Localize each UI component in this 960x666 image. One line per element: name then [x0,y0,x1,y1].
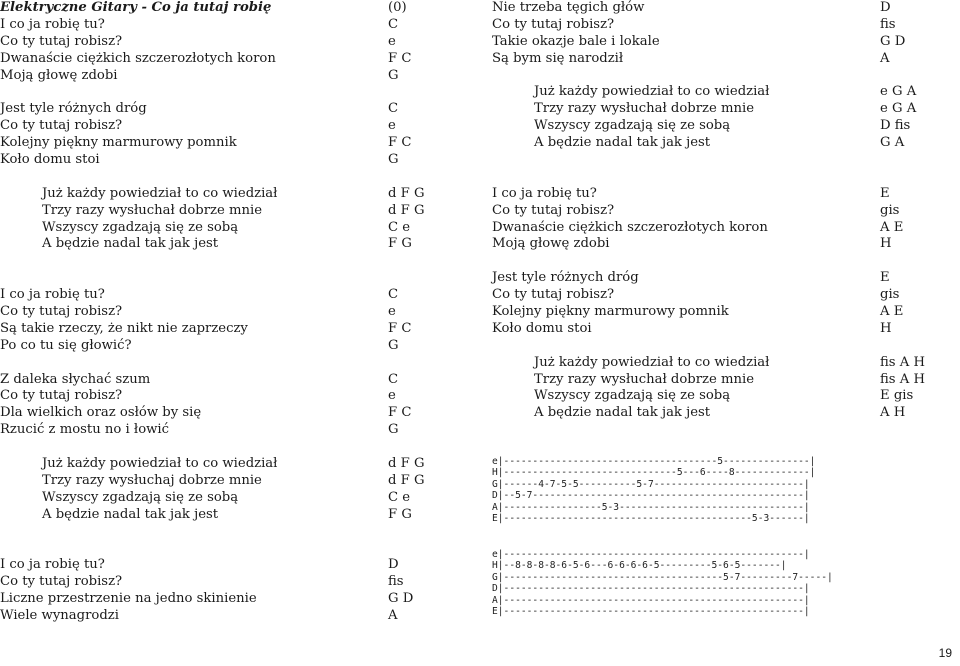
lyric-text: Elektryczne Gitary - Co ja tutaj robię [0,0,272,15]
page-number: 19 [938,646,952,660]
chord-text: e G A [880,84,917,100]
song-line [492,338,960,355]
chord-text: e [388,388,396,404]
lyric-text: I co ja robię tu? [0,557,105,573]
song-line [492,253,960,270]
chord-text: E gis [880,388,914,404]
lyric-text: Już każdy powiedział to co wiedział [534,84,770,100]
song-line [492,17,960,34]
chord-text: G [388,422,399,438]
chord-text: gis [880,202,900,218]
lyric-text: Wszyscy zgadzają się ze sobą [42,489,239,505]
chord-text: fis A H [880,354,925,370]
chord-text: fis [388,574,404,590]
chord-text: G [388,337,399,353]
chord-text: d F G [388,472,425,488]
lyric-text: Trzy razy wysłuchał dobrze mnie [534,101,755,117]
chord-text: C [388,16,399,32]
chord-text: G A [880,135,905,151]
chord-text: (0) [388,0,407,15]
tab-line: G|--------------------------------------5-7---------7-----| [492,571,833,583]
chord-text: e G A [880,101,917,117]
song-line [0,118,470,135]
chord-text: A E [880,304,904,320]
chord-text: C [388,101,399,117]
song-line [0,388,470,405]
lyric-text: Co ty tutaj robisz? [0,33,123,49]
song-line [0,355,470,372]
lyric-text: I co ja robię tu? [0,287,105,303]
song-line [0,591,470,608]
chord-text: fis [880,16,896,32]
song-line [0,557,470,574]
song-line [0,473,470,490]
chord-text: C e [388,489,411,505]
chord-text: G D [880,33,906,49]
chord-text: e [388,118,396,134]
song-line [0,186,470,203]
song-line [492,68,960,85]
song-line [0,524,470,541]
lyric-text: Jest tyle różnych dróg [0,101,147,117]
lyric-text: Dla wielkich oraz osłów by się [0,405,202,421]
song-line [492,0,960,17]
tab-line: H|------------------------------5---6----8-------------| [492,467,816,479]
song-line [492,84,960,101]
song-line [0,152,470,169]
lyric-text: Już każdy powiedział to co wiedział [42,185,278,201]
song-line [492,270,960,287]
song-line [0,203,470,220]
song-line [492,287,960,304]
lyric-text: A będzie nadal tak jak jest [42,506,219,522]
lyric-text: Wszyscy zgadzają się ze sobą [534,388,731,404]
song-line [492,236,960,253]
lyric-text: A będzie nadal tak jak jest [534,135,711,151]
chord-text: d F G [388,202,425,218]
lyric-text: Wiele wynagrodzi [0,608,119,624]
lyric-text: Co ty tutaj robisz? [492,16,615,32]
song-line [492,388,960,405]
chord-text: G D [388,591,414,607]
song-line [0,17,470,34]
left-column [0,0,470,625]
song-line [0,304,470,321]
chord-text: F C [388,50,412,66]
chord-text: F C [388,320,412,336]
lyric-text: Takie okazje bale i lokale [492,33,660,49]
song-line [492,355,960,372]
song-line [492,372,960,389]
lyric-text: Trzy razy wysłuchał dobrze mnie [534,371,755,387]
lyric-text: Co ty tutaj robisz? [0,118,123,134]
song-line [492,203,960,220]
chord-text: e [388,33,396,49]
lyric-text: Rzucić z mostu no i łowić [0,422,170,438]
song-line [0,507,470,524]
song-line [492,34,960,51]
chord-text: A H [880,405,906,421]
song-line [0,405,470,422]
chord-text: A E [880,219,904,235]
song-line [0,439,470,456]
lyric-text: Trzy razy wysłuchaj dobrze mnie [42,472,262,488]
song-line [0,220,470,237]
song-line [492,135,960,152]
tab-line: e|----------------------------------------------------| [492,549,810,560]
song-line [0,253,470,270]
song-line [0,270,470,287]
chord-text: G [388,152,399,168]
chord-text: D [880,0,891,15]
song-line [0,135,470,152]
lyric-text: Co ty tutaj robisz? [0,304,123,320]
song-line [0,456,470,473]
song-line [492,304,960,321]
song-line [0,236,470,253]
chord-text: F G [388,506,412,522]
lyric-text: Liczne przestrzenie na jedno skinienie [0,591,257,607]
song-line [0,51,470,68]
lyric-text: Wszyscy zgadzają się ze sobą [42,219,239,235]
tab-line: e|-------------------------------------5---------------| [492,456,816,467]
tab-line: E|-------------------------------------------5-3------| [492,513,810,525]
lyric-text: Dwanaście ciężkich szczerozłotych koron [492,219,768,235]
tablature-block-1 [492,456,815,524]
chord-text: G [388,67,399,83]
chord-text: fis A H [880,371,925,387]
song-line [0,608,470,625]
chord-text: d F G [388,185,425,201]
song-line [492,405,960,422]
chord-text: H [880,236,892,252]
song-line [0,321,470,338]
song-line [492,101,960,118]
lyric-text: Koło domu stoi [492,320,592,336]
chord-text: D fis [880,118,911,134]
song-line [0,0,470,17]
song-line [492,152,960,169]
lyric-text: Kolejny piękny marmurowy pomnik [0,135,237,151]
song-line [492,118,960,135]
tab-line: A|-----------------5-3--------------------------------| [492,501,810,513]
tab-line: D|----------------------------------------------------| [492,583,810,595]
song-line [0,84,470,101]
lyric-text: Już każdy powiedział to co wiedział [534,354,770,370]
chord-text: C [388,371,399,387]
song-line [0,372,470,389]
chord-text: F C [388,405,412,421]
song-line [0,422,470,439]
lyric-text: A będzie nadal tak jak jest [534,405,711,421]
lyric-text: Moją głowę zdobi [492,236,610,252]
song-line [0,574,470,591]
song-line [492,186,960,203]
song-line [0,287,470,304]
lyric-text: Co ty tutaj robisz? [0,574,123,590]
chord-text: C e [388,219,411,235]
lyric-text: Nie trzeba tęgich głów [492,0,645,15]
song-line [0,68,470,85]
lyric-text: Jest tyle różnych dróg [492,270,639,286]
lyric-text: Moją głowę zdobi [0,67,118,83]
chord-text: F G [388,236,412,252]
chord-text: d F G [388,456,425,472]
chord-text: F C [388,135,412,151]
song-line [492,220,960,237]
lyric-text: Są bym się narodził [492,50,624,66]
lyric-text: Są takie rzeczy, że nikt nie zaprzeczy [0,320,248,336]
tab-line: A|----------------------------------------------------| [492,594,810,606]
chord-text: gis [880,287,900,303]
song-line [492,321,960,338]
tab-line: E|----------------------------------------------------| [492,606,810,618]
lyric-text: Co ty tutaj robisz? [0,388,123,404]
chord-text: e [388,304,396,320]
lyric-text: Z daleka słychać szum [0,371,151,387]
chord-text: A [880,50,890,66]
chord-text: E [880,185,890,201]
lyric-text: Trzy razy wysłuchał dobrze mnie [42,202,263,218]
song-line [0,490,470,507]
lyric-text: Koło domu stoi [0,152,100,168]
song-line [0,34,470,51]
song-line [0,101,470,118]
lyric-text: I co ja robię tu? [492,185,597,201]
chord-text: C [388,287,399,303]
lyric-text: Już każdy powiedział to co wiedział [42,456,278,472]
chord-text: D [388,557,399,573]
tab-line: D|--5-7-----------------------------------------------| [492,490,810,502]
tab-line: G|------4-7-5-5----------5-7--------------------------| [492,478,810,490]
lyric-text: Co ty tutaj robisz? [492,287,615,303]
lyric-text: Dwanaście ciężkich szczerozłotych koron [0,50,276,66]
lyric-text: Kolejny piękny marmurowy pomnik [492,304,729,320]
song-line [492,51,960,68]
song-line [492,169,960,186]
lyric-text: Wszyscy zgadzają się ze sobą [534,118,731,134]
right-column [492,0,960,422]
chord-text: E [880,270,890,286]
chord-text: A [388,608,398,624]
lyric-text: A będzie nadal tak jak jest [42,236,219,252]
song-line [0,541,470,558]
lyric-text: Co ty tutaj robisz? [492,202,615,218]
song-line [0,338,470,355]
song-line [0,169,470,186]
lyric-text: I co ja robię tu? [0,16,105,32]
tablature-block-2 [492,549,833,617]
lyric-text: Po co tu się głowić? [0,337,132,353]
chord-text: H [880,320,892,336]
tab-line: H|--8-8-8-8-6-5-6---6-6-6-6-5---------5-6-5-------| [492,560,787,572]
